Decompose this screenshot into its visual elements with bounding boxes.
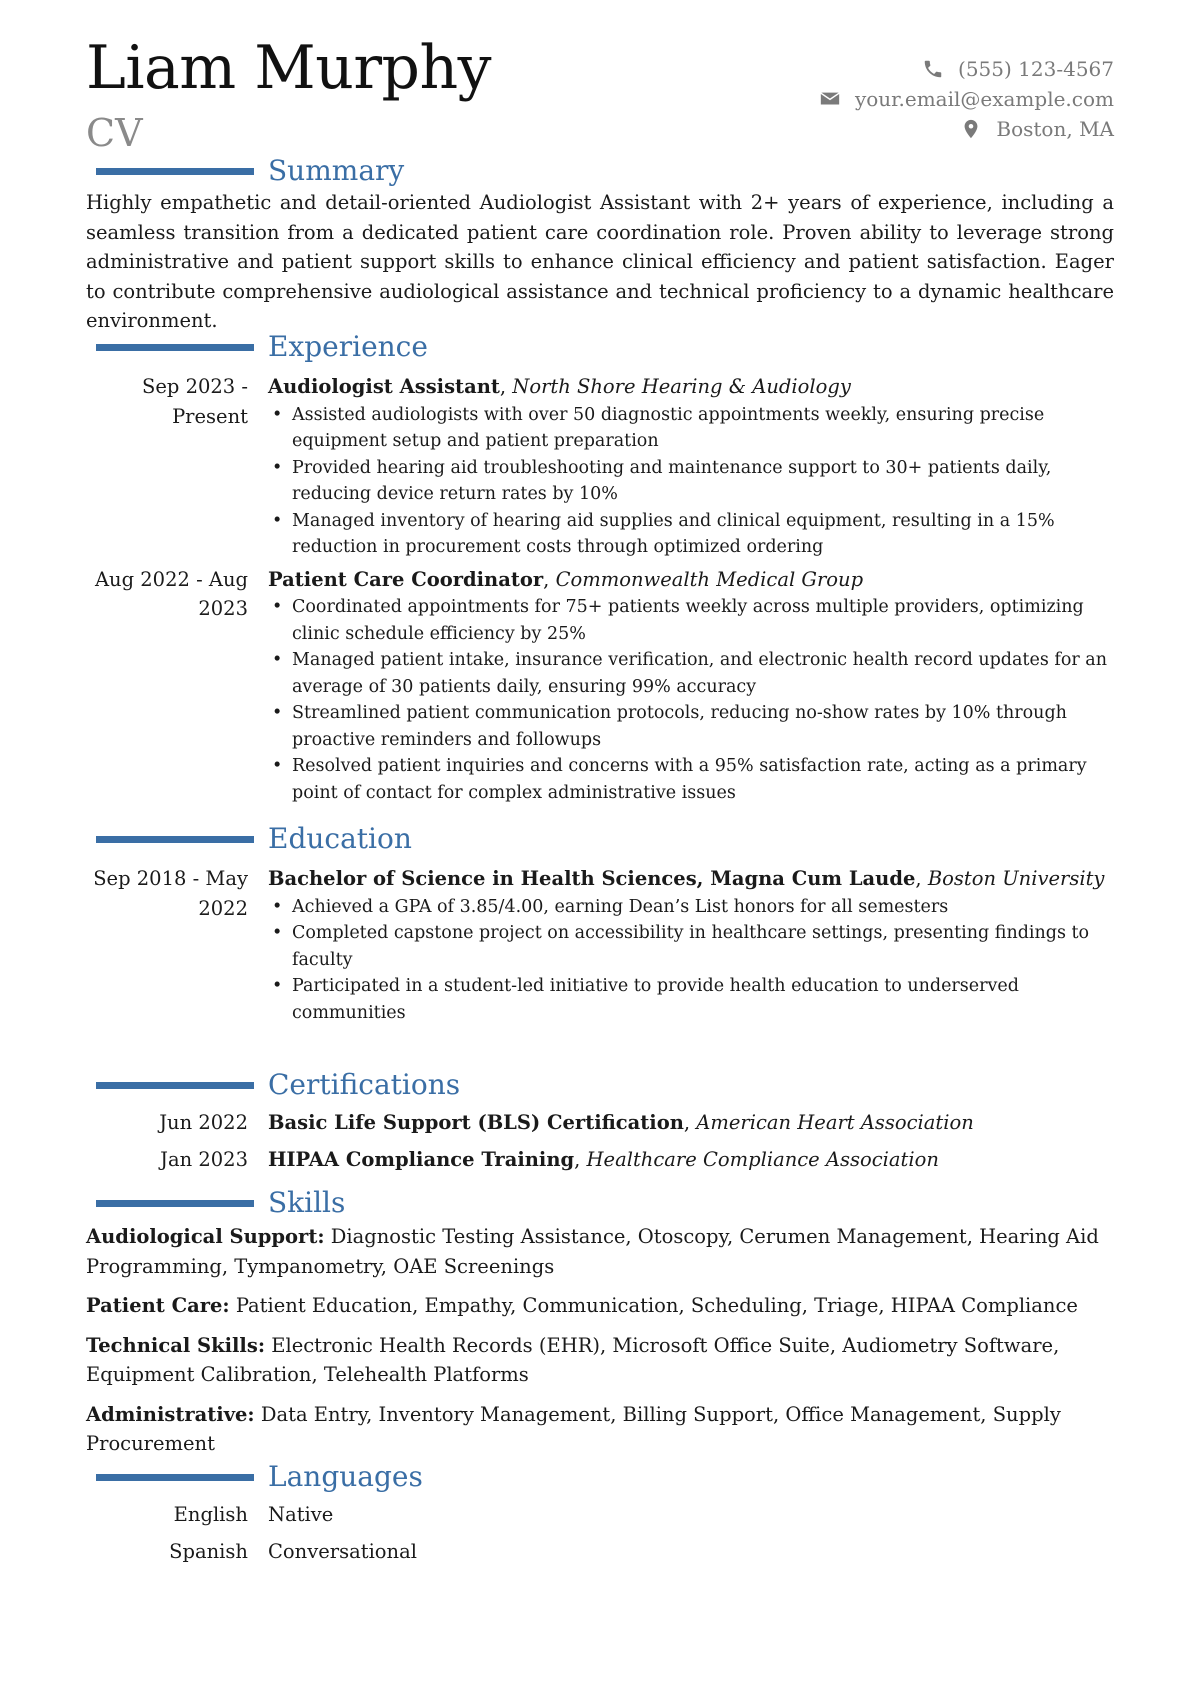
entry-body bbox=[268, 372, 1114, 561]
experience-entry bbox=[86, 565, 1114, 807]
experience-heading bbox=[86, 330, 1114, 366]
certifications-section bbox=[86, 1068, 1114, 1178]
skill-group bbox=[86, 1222, 1114, 1281]
contact-phone-text[interactable]: (555) 123-4567 bbox=[958, 57, 1114, 81]
contact-email bbox=[819, 84, 1114, 114]
entry-body bbox=[268, 565, 1114, 807]
experience-entry bbox=[86, 372, 1114, 561]
contact-phone bbox=[819, 54, 1114, 84]
cert-date: Jan 2023 bbox=[160, 1147, 248, 1171]
entry-header: Audiologist Assistant, North Shore Hearing & Audiology bbox=[268, 375, 851, 398]
language-row bbox=[86, 1533, 1114, 1570]
education-heading bbox=[86, 822, 1114, 858]
envelope-icon bbox=[819, 88, 841, 110]
section-title: Skills bbox=[268, 1186, 346, 1219]
bullet-item: • Participated in a student-led initiative to provide health education to underserved communities bbox=[292, 973, 1114, 1026]
language-level: Native bbox=[268, 1502, 334, 1526]
cert-name: HIPAA Compliance Training bbox=[268, 1147, 575, 1171]
entry-header: Bachelor of Science in Health Sciences, Magna Cum Laude, Boston University bbox=[268, 867, 1105, 890]
skill-list: Electronic Health Records (EHR), Microsoft Office Suite, Audiometry Software, Equipment Calibration, Telehealth Platforms bbox=[86, 1333, 1060, 1386]
entry-header: Patient Care Coordinator, Commonwealth Medical Group bbox=[268, 567, 864, 591]
contact-location bbox=[819, 114, 1114, 144]
education-section bbox=[86, 822, 1114, 1026]
education-entry bbox=[86, 864, 1114, 1026]
cert-name: Basic Life Support (BLS) Certification bbox=[268, 1110, 684, 1134]
skill-label: Audiological Support: bbox=[86, 1225, 325, 1248]
languages-section bbox=[86, 1460, 1114, 1570]
bullet-list bbox=[268, 402, 1114, 561]
section-title: Summary bbox=[268, 154, 405, 187]
phone-icon bbox=[922, 58, 944, 80]
skill-label: Patient Care: bbox=[86, 1294, 230, 1317]
summary-section bbox=[86, 154, 1114, 336]
job-title: Audiologist Assistant bbox=[268, 375, 500, 398]
bullet-item: • Assisted audiologists with over 50 diagnostic appointments weekly, ensuring precise equipment setup and patient preparation bbox=[292, 402, 1114, 455]
section-bar bbox=[96, 1082, 254, 1089]
employer: Commonwealth Medical Group bbox=[555, 567, 864, 591]
skill-list: Patient Education, Empathy, Communication, Scheduling, Triage, HIPAA Compliance bbox=[235, 1294, 1078, 1317]
cert-issuer: Healthcare Compliance Association bbox=[586, 1147, 939, 1171]
bullet-item: • Completed capstone project on accessibility in healthcare settings, presenting findings to faculty bbox=[292, 920, 1114, 973]
skill-label: Technical Skills: bbox=[86, 1333, 266, 1357]
section-bar bbox=[96, 344, 254, 351]
skills-heading bbox=[86, 1186, 1114, 1222]
entry-date: Sep 2018 - May 2022 bbox=[93, 867, 248, 920]
skill-list: Diagnostic Testing Assistance, Otoscopy, Cerumen Management, Hearing Aid Programming, Tympanometry, OAE Screenings bbox=[86, 1225, 1099, 1278]
section-bar bbox=[96, 168, 254, 175]
entry-body bbox=[268, 864, 1114, 1026]
bullet-item: • Resolved patient inquiries and concerns with a 95% satisfaction rate, acting as a primary point of contact for complex administrative issues bbox=[292, 753, 1114, 806]
language-row bbox=[86, 1496, 1114, 1533]
summary-heading bbox=[86, 154, 1114, 190]
skill-group bbox=[86, 1331, 1114, 1390]
section-title: Certifications bbox=[268, 1068, 461, 1101]
school: Boston University bbox=[927, 867, 1105, 890]
bullet-list bbox=[268, 594, 1114, 806]
cert-details: HIPAA Compliance Training, Healthcare Compliance Association bbox=[268, 1147, 939, 1171]
section-bar bbox=[96, 836, 254, 843]
cv-subtitle: CV bbox=[86, 111, 143, 155]
experience-section bbox=[86, 330, 1114, 806]
skill-group bbox=[86, 1291, 1114, 1321]
bullet-item: • Streamlined patient communication protocols, reducing no-show rates by 10% through proactive reminders and followups bbox=[292, 700, 1114, 753]
skills-section bbox=[86, 1186, 1114, 1469]
cert-issuer: American Heart Association bbox=[696, 1110, 974, 1134]
degree: Bachelor of Science in Health Sciences, Magna Cum Laude bbox=[268, 867, 916, 890]
section-title: Experience bbox=[268, 330, 428, 363]
skill-group bbox=[86, 1400, 1114, 1459]
certification-row bbox=[86, 1104, 1114, 1141]
bullet-item: • Managed patient intake, insurance verification, and electronic health record updates for an average of 30 patients daily, ensuring 99% accuracy bbox=[292, 647, 1114, 700]
contact-block bbox=[819, 54, 1114, 144]
cv-name: Liam Murphy bbox=[86, 33, 491, 103]
entry-date: Sep 2023 - Present bbox=[142, 375, 248, 428]
employer: North Shore Hearing & Audiology bbox=[512, 375, 851, 398]
summary-text: Highly empathetic and detail-oriented Audiologist Assistant with 2+ years of experience, including a seamless transition from a dedicated patient care coordination role. Proven ability to leverage strong administrative and patient support skills to enhance clinical efficiency and patient satisfaction. Eager to contribute comprehensive audiological assistance and technical proficiency to a dynamic healthcare environment. bbox=[86, 191, 1114, 332]
section-title: Languages bbox=[268, 1460, 423, 1493]
language-name: English bbox=[173, 1502, 248, 1526]
bullet-item: • Provided hearing aid troubleshooting and maintenance support to 30+ patients daily, reducing device return rates by 10% bbox=[292, 455, 1114, 508]
language-level: Conversational bbox=[268, 1539, 417, 1563]
job-title: Patient Care Coordinator bbox=[268, 567, 544, 591]
cert-details: Basic Life Support (BLS) Certification, American Heart Association bbox=[268, 1110, 974, 1134]
section-bar bbox=[96, 1200, 254, 1207]
cert-date: Jun 2022 bbox=[159, 1110, 248, 1134]
section-bar bbox=[96, 1474, 254, 1481]
contact-location-text: Boston, MA bbox=[996, 117, 1114, 141]
entry-date: Aug 2022 - Aug 2023 bbox=[94, 567, 248, 620]
map-marker-icon bbox=[960, 118, 982, 140]
bullet-item: • Achieved a GPA of 3.85/4.00, earning Dean’s List honors for all semesters bbox=[292, 894, 1114, 921]
bullet-item: • Managed inventory of hearing aid supplies and clinical equipment, resulting in a 15% reduction in procurement costs through optimized ordering bbox=[292, 508, 1114, 561]
section-title: Education bbox=[268, 822, 412, 855]
skill-list: Data Entry, Inventory Management, Billing Support, Office Management, Supply Procurement bbox=[86, 1402, 1061, 1455]
languages-heading bbox=[86, 1460, 1114, 1496]
skill-label: Administrative: bbox=[86, 1402, 255, 1426]
certifications-heading bbox=[86, 1068, 1114, 1104]
certification-row bbox=[86, 1141, 1114, 1178]
bullet-list bbox=[268, 894, 1114, 1027]
language-name: Spanish bbox=[169, 1539, 248, 1563]
bullet-item: • Coordinated appointments for 75+ patients weekly across multiple providers, optimizing clinic schedule efficiency by 25% bbox=[292, 594, 1114, 647]
contact-email-text[interactable]: your.email@example.com bbox=[854, 87, 1114, 111]
